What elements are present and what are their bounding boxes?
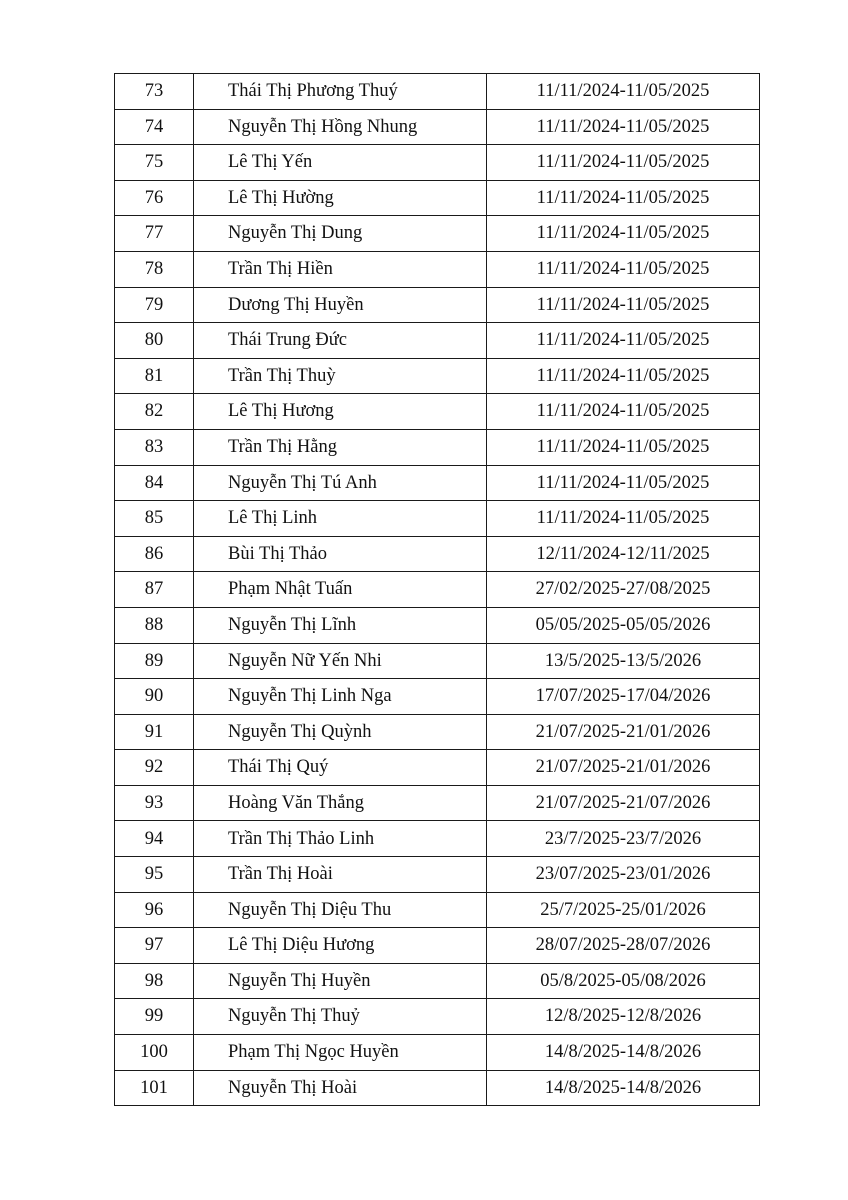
- table-row: [115, 287, 760, 323]
- name-cell: Hoàng Văn Thắng: [194, 785, 487, 821]
- name-cell: Dương Thị Huyền: [194, 287, 487, 323]
- name-cell: Thái Trung Đức: [194, 323, 487, 359]
- period-cell: 27/02/2025-27/08/2025: [487, 572, 760, 608]
- table-row: [115, 928, 760, 964]
- period-cell: 25/7/2025-25/01/2026: [487, 892, 760, 928]
- row-number-cell: 84: [115, 465, 194, 501]
- row-number-cell: 85: [115, 501, 194, 537]
- name-cell: Nguyễn Thị Huyền: [194, 963, 487, 999]
- name-cell: Lê Thị Hương: [194, 394, 487, 430]
- table-row: [115, 465, 760, 501]
- name-cell: Nguyễn Nữ Yến Nhi: [194, 643, 487, 679]
- row-number-cell: 73: [115, 74, 194, 110]
- row-number-cell: 83: [115, 429, 194, 465]
- period-cell: 21/07/2025-21/07/2026: [487, 785, 760, 821]
- table-row: [115, 216, 760, 252]
- table-row: [115, 1035, 760, 1071]
- period-cell: 21/07/2025-21/01/2026: [487, 750, 760, 786]
- period-cell: 23/7/2025-23/7/2026: [487, 821, 760, 857]
- period-cell: 21/07/2025-21/01/2026: [487, 714, 760, 750]
- row-number-cell: 86: [115, 536, 194, 572]
- row-number-cell: 99: [115, 999, 194, 1035]
- table-row: [115, 785, 760, 821]
- table-row: [115, 821, 760, 857]
- name-cell: Trần Thị Thuỳ: [194, 358, 487, 394]
- name-cell: Trần Thị Thảo Linh: [194, 821, 487, 857]
- row-number-cell: 75: [115, 145, 194, 181]
- row-number-cell: 91: [115, 714, 194, 750]
- table-row: [115, 750, 760, 786]
- row-number-cell: 90: [115, 679, 194, 715]
- table-row: [115, 501, 760, 537]
- name-cell: Bùi Thị Thảo: [194, 536, 487, 572]
- period-cell: 14/8/2025-14/8/2026: [487, 1035, 760, 1071]
- table-row: [115, 857, 760, 893]
- table-row: [115, 145, 760, 181]
- name-cell: Nguyễn Thị Thuỷ: [194, 999, 487, 1035]
- row-number-cell: 88: [115, 607, 194, 643]
- row-number-cell: 80: [115, 323, 194, 359]
- name-cell: Trần Thị Hoài: [194, 857, 487, 893]
- row-number-cell: 76: [115, 180, 194, 216]
- period-cell: 13/5/2025-13/5/2026: [487, 643, 760, 679]
- period-cell: 05/8/2025-05/08/2026: [487, 963, 760, 999]
- period-cell: 11/11/2024-11/05/2025: [487, 465, 760, 501]
- name-cell: Lê Thị Linh: [194, 501, 487, 537]
- period-cell: 11/11/2024-11/05/2025: [487, 323, 760, 359]
- period-cell: 28/07/2025-28/07/2026: [487, 928, 760, 964]
- period-cell: 11/11/2024-11/05/2025: [487, 394, 760, 430]
- name-cell: Nguyễn Thị Quỳnh: [194, 714, 487, 750]
- period-cell: 11/11/2024-11/05/2025: [487, 429, 760, 465]
- name-cell: Nguyễn Thị Lĩnh: [194, 607, 487, 643]
- name-cell: Nguyễn Thị Hoài: [194, 1070, 487, 1106]
- table-row: [115, 180, 760, 216]
- period-cell: 12/11/2024-12/11/2025: [487, 536, 760, 572]
- row-number-cell: 92: [115, 750, 194, 786]
- name-cell: Lê Thị Hường: [194, 180, 487, 216]
- name-cell: Nguyễn Thị Dung: [194, 216, 487, 252]
- period-cell: 11/11/2024-11/05/2025: [487, 180, 760, 216]
- table-row: [115, 999, 760, 1035]
- table-row: [115, 536, 760, 572]
- row-number-cell: 95: [115, 857, 194, 893]
- table-row: [115, 892, 760, 928]
- row-number-cell: 82: [115, 394, 194, 430]
- name-cell: Nguyễn Thị Hồng Nhung: [194, 109, 487, 145]
- name-cell: Thái Thị Phương Thuý: [194, 74, 487, 110]
- table-body: [115, 74, 760, 1106]
- row-number-cell: 79: [115, 287, 194, 323]
- name-cell: Phạm Nhật Tuấn: [194, 572, 487, 608]
- table-row: [115, 572, 760, 608]
- period-cell: 17/07/2025-17/04/2026: [487, 679, 760, 715]
- table-row: [115, 358, 760, 394]
- table-row: [115, 679, 760, 715]
- name-cell: Lê Thị Yến: [194, 145, 487, 181]
- row-number-cell: 87: [115, 572, 194, 608]
- name-cell: Lê Thị Diệu Hương: [194, 928, 487, 964]
- period-cell: 11/11/2024-11/05/2025: [487, 251, 760, 287]
- row-number-cell: 89: [115, 643, 194, 679]
- period-cell: 11/11/2024-11/05/2025: [487, 358, 760, 394]
- staff-table: [114, 73, 760, 1106]
- period-cell: 23/07/2025-23/01/2026: [487, 857, 760, 893]
- period-cell: 12/8/2025-12/8/2026: [487, 999, 760, 1035]
- row-number-cell: 77: [115, 216, 194, 252]
- table-row: [115, 429, 760, 465]
- table-row: [115, 714, 760, 750]
- name-cell: Nguyễn Thị Diệu Thu: [194, 892, 487, 928]
- name-cell: Nguyễn Thị Tú Anh: [194, 465, 487, 501]
- row-number-cell: 78: [115, 251, 194, 287]
- table-row: [115, 643, 760, 679]
- table-row: [115, 74, 760, 110]
- row-number-cell: 93: [115, 785, 194, 821]
- period-cell: 11/11/2024-11/05/2025: [487, 216, 760, 252]
- row-number-cell: 96: [115, 892, 194, 928]
- row-number-cell: 81: [115, 358, 194, 394]
- table-row: [115, 963, 760, 999]
- row-number-cell: 74: [115, 109, 194, 145]
- table-row: [115, 109, 760, 145]
- name-cell: Nguyễn Thị Linh Nga: [194, 679, 487, 715]
- period-cell: 11/11/2024-11/05/2025: [487, 145, 760, 181]
- table-row: [115, 251, 760, 287]
- name-cell: Phạm Thị Ngọc Huyền: [194, 1035, 487, 1071]
- period-cell: 05/05/2025-05/05/2026: [487, 607, 760, 643]
- table-row: [115, 1070, 760, 1106]
- table-row: [115, 607, 760, 643]
- period-cell: 11/11/2024-11/05/2025: [487, 287, 760, 323]
- row-number-cell: 98: [115, 963, 194, 999]
- name-cell: Trần Thị Hiền: [194, 251, 487, 287]
- row-number-cell: 94: [115, 821, 194, 857]
- row-number-cell: 100: [115, 1035, 194, 1071]
- period-cell: 11/11/2024-11/05/2025: [487, 109, 760, 145]
- name-cell: Trần Thị Hằng: [194, 429, 487, 465]
- period-cell: 11/11/2024-11/05/2025: [487, 74, 760, 110]
- row-number-cell: 101: [115, 1070, 194, 1106]
- period-cell: 11/11/2024-11/05/2025: [487, 501, 760, 537]
- table-row: [115, 394, 760, 430]
- name-cell: Thái Thị Quý: [194, 750, 487, 786]
- period-cell: 14/8/2025-14/8/2026: [487, 1070, 760, 1106]
- row-number-cell: 97: [115, 928, 194, 964]
- table-row: [115, 323, 760, 359]
